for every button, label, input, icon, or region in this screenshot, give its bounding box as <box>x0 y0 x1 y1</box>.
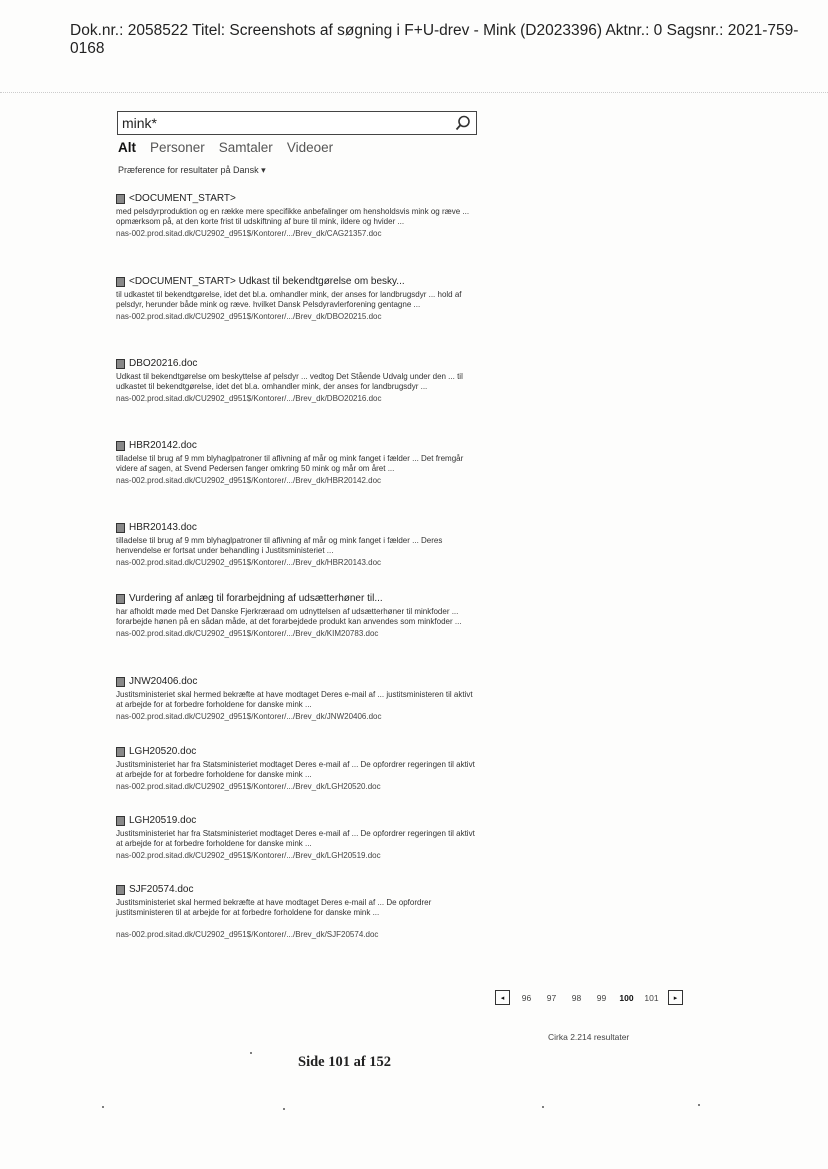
result-snippet: tilladelse til brug af 9 mm blyhaglpatroner til aflivning af mår og mink fanget i fælder ... Deres henvendelse er fortsat under behandling i Justitsministeriet ... <box>116 536 443 555</box>
document-icon <box>116 441 125 451</box>
document-icon <box>116 677 125 687</box>
page-number-footer: Side 101 af 152 <box>298 1054 392 1070</box>
result-url: nas-002.prod.sitad.dk/CU2902_d951$/Kontorer/.../Brev_dk/JNW20406.doc <box>116 712 382 721</box>
scan-speck <box>102 1106 104 1108</box>
scan-speck <box>698 1104 700 1106</box>
result-item <box>116 746 476 792</box>
scan-speck <box>542 1106 544 1108</box>
result-title[interactable]: Vurdering af anlæg til forarbejdning af udsætterhøner til... <box>129 593 383 604</box>
result-count: Cirka 2.214 resultater <box>548 1032 630 1042</box>
page-link[interactable]: 101 <box>644 992 659 1003</box>
result-title[interactable]: LGH20519.doc <box>129 815 197 826</box>
result-item <box>116 276 476 322</box>
result-snippet: med pelsdyrproduktion og en række mere specifikke anbefalinger om hensholdsvis mink og ræve ... opmærksom på, at den korte frist til udskiftning af bure til mink, ildere og hvider ... <box>116 207 470 226</box>
result-snippet: Justitsministeriet har fra Statsministeriet modtaget Deres e-mail af ... De opfordrer regeringen til aktivt at arbejde for at forbedre forholdene for danske mink ... <box>116 760 475 779</box>
search-icon[interactable] <box>454 114 472 132</box>
document-header: Dok.nr.: 2058522 Titel: Screenshots af søgning i F+U-drev - Mink (D2023396) Aktnr.: 0 Sagsnr.: 2021-759-0168 <box>70 22 799 57</box>
result-url: nas-002.prod.sitad.dk/CU2902_d951$/Kontorer/.../Brev_dk/SJF20574.doc <box>116 930 379 939</box>
tab-alt[interactable]: Alt <box>118 140 136 155</box>
previous-page-button[interactable]: ◂ <box>495 990 510 1005</box>
result-snippet: har afholdt møde med Det Danske Fjerkræraad om udnyttelsen af udsætterhøner til minkfoder ... forarbejde hønen på en sådan måde, at det forarbejdede produkt kan anvendes som minkfoder ... <box>116 607 462 626</box>
result-item <box>116 593 476 639</box>
document-icon <box>116 277 125 287</box>
document-icon <box>116 523 125 533</box>
result-title[interactable]: DBO20216.doc <box>129 358 198 369</box>
result-snippet: Justitsministeriet skal hermed bekræfte at have modtaget Deres e-mail af ... justitsministeren til aktivt at arbejde for at forbedre forholdene for danske mink ... <box>116 690 473 709</box>
search-input[interactable] <box>122 114 442 132</box>
tab-personer[interactable]: Personer <box>150 140 205 155</box>
result-title[interactable]: HBR20143.doc <box>129 522 197 533</box>
page-link[interactable]: 96 <box>521 992 532 1003</box>
document-icon <box>116 194 125 204</box>
result-url: nas-002.prod.sitad.dk/CU2902_d951$/Kontorer/.../Brev_dk/KIM20783.doc <box>116 629 379 638</box>
language-preference[interactable]: Præference for resultater på Dansk ▾ <box>118 165 266 175</box>
document-icon <box>116 885 125 895</box>
result-snippet: Justitsministeriet skal hermed bekræfte at have modtaget Deres e-mail af ... De opfordrer justitsministeren til at arbejde for at forbedre forholdene for danske mink ... <box>116 898 432 917</box>
result-item <box>116 440 476 486</box>
document-icon <box>116 816 125 826</box>
result-url: nas-002.prod.sitad.dk/CU2902_d951$/Kontorer/.../Brev_dk/HBR20143.doc <box>116 558 382 567</box>
result-item <box>116 193 476 239</box>
document-icon <box>116 594 125 604</box>
search-tabs <box>118 140 333 155</box>
result-item <box>116 676 476 722</box>
result-item <box>116 884 476 940</box>
page-link[interactable]: 98 <box>571 992 582 1003</box>
result-item <box>116 522 476 568</box>
result-url: nas-002.prod.sitad.dk/CU2902_d951$/Kontorer/.../Brev_dk/DBO20216.doc <box>116 394 382 403</box>
result-snippet: Udkast til bekendtgørelse om beskyttelse af pelsdyr ... vedtog Det Stående Udvalg under den ... til udkastet til bekendtgørelse, idet det bl.a. omhandler mink, der anses for landbrugsdyr ... <box>116 372 463 391</box>
page-link[interactable]: 99 <box>596 992 607 1003</box>
result-title[interactable]: <DOCUMENT_START> Udkast til bekendtgørelse om besky... <box>129 276 405 287</box>
scan-speck <box>250 1052 252 1054</box>
tab-videoer[interactable]: Videoer <box>286 140 334 155</box>
result-snippet: til udkastet til bekendtgørelse, idet det bl.a. omhandler mink, der anses for landbrugsdyr ... hold af pelsdyr, herunder både mink og ræve. hvilket Dansk Pelsdyravlerforening gentagne ... <box>116 290 462 309</box>
result-title[interactable]: LGH20520.doc <box>129 746 197 757</box>
next-page-button[interactable]: ▸ <box>668 990 683 1005</box>
search-box[interactable] <box>117 111 477 135</box>
result-title[interactable]: JNW20406.doc <box>129 676 198 687</box>
result-url: nas-002.prod.sitad.dk/CU2902_d951$/Kontorer/.../Brev_dk/CAG21357.doc <box>116 229 382 238</box>
scan-speck <box>283 1108 285 1110</box>
document-icon <box>116 747 125 757</box>
result-item <box>116 815 476 861</box>
header-divider <box>0 92 828 93</box>
result-item <box>116 358 476 404</box>
current-page[interactable]: 100 <box>619 992 634 1003</box>
result-snippet: Justitsministeriet har fra Statsministeriet modtaget Deres e-mail af ... De opfordrer regeringen til aktivt at arbejde for at forbedre forholdene for danske mink ... <box>116 829 475 848</box>
document-icon <box>116 359 125 369</box>
result-url: nas-002.prod.sitad.dk/CU2902_d951$/Kontorer/.../Brev_dk/DBO20215.doc <box>116 312 382 321</box>
result-url: nas-002.prod.sitad.dk/CU2902_d951$/Kontorer/.../Brev_dk/HBR20142.doc <box>116 476 382 485</box>
result-title[interactable]: HBR20142.doc <box>129 440 197 451</box>
page-link[interactable]: 97 <box>546 992 557 1003</box>
result-url: nas-002.prod.sitad.dk/CU2902_d951$/Kontorer/.../Brev_dk/LGH20520.doc <box>116 782 381 791</box>
result-url: nas-002.prod.sitad.dk/CU2902_d951$/Kontorer/.../Brev_dk/LGH20519.doc <box>116 851 381 860</box>
tab-samtaler[interactable]: Samtaler <box>218 140 273 155</box>
result-snippet: tilladelse til brug af 9 mm blyhaglpatroner til aflivning af mår og mink fanget i fælder ... Det fremgår videre af sagen, at Svend Pedersen fanger omkring 50 mink og mår om året ... <box>116 454 464 473</box>
pagination <box>495 990 683 1005</box>
result-title[interactable]: SJF20574.doc <box>129 884 194 895</box>
result-title[interactable]: <DOCUMENT_START> <box>129 193 236 204</box>
